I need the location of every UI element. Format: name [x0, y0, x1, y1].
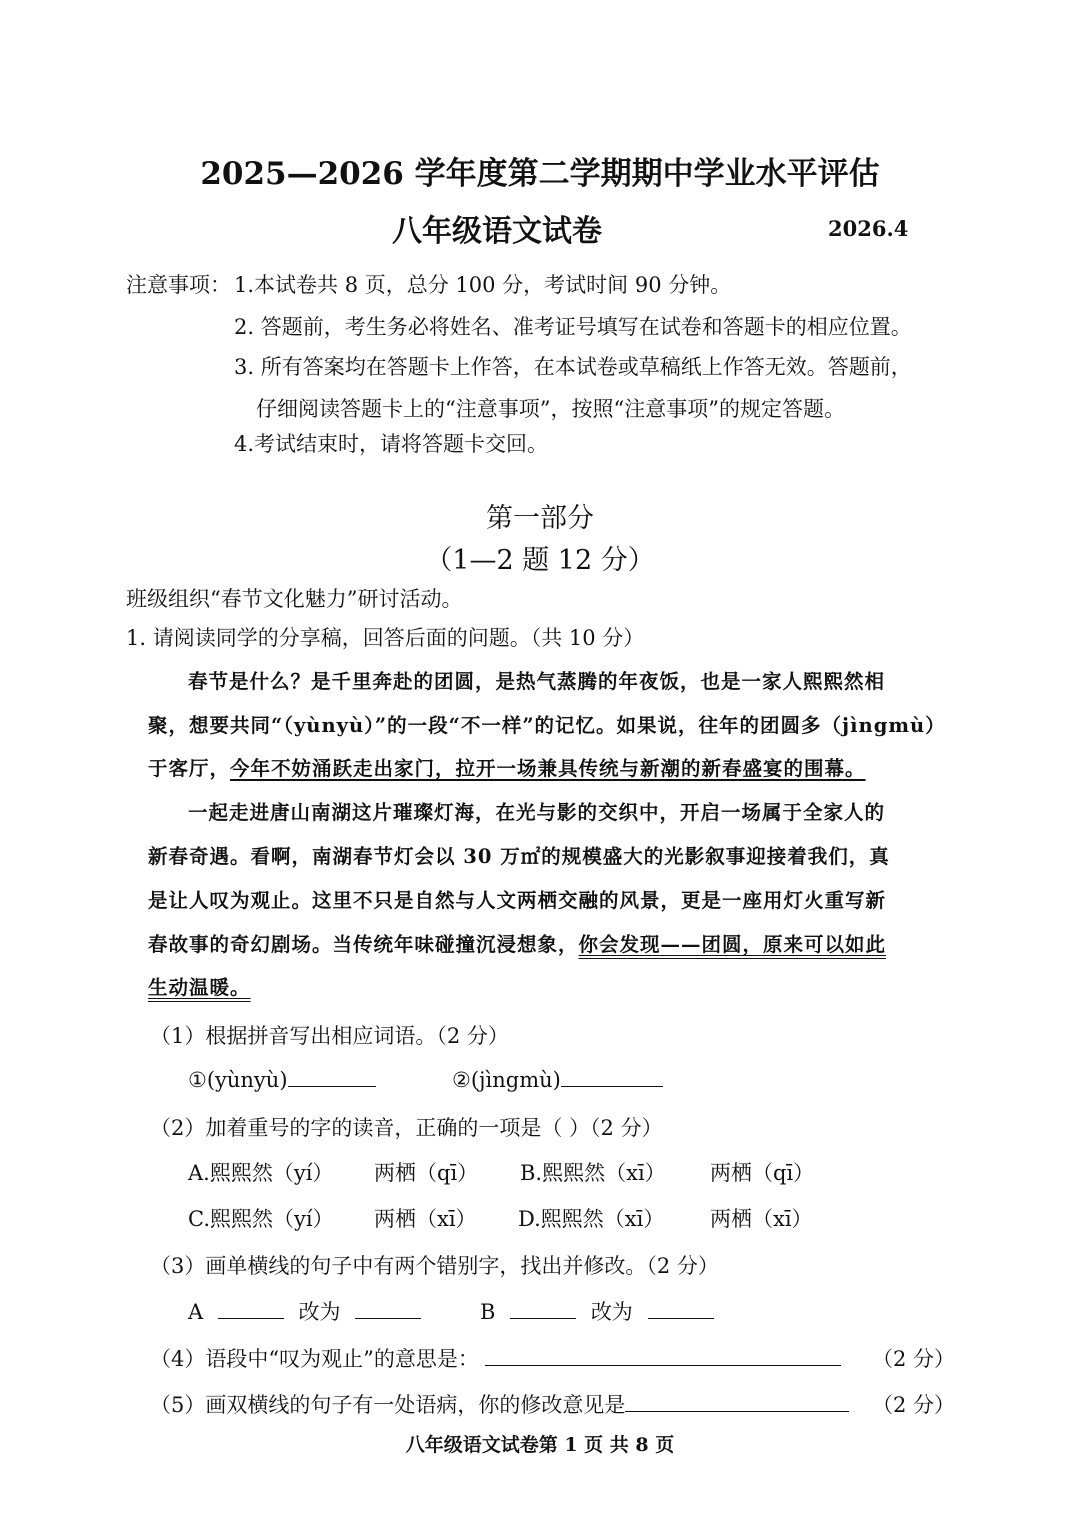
option-word: 熙熙然（yí）: [210, 1207, 334, 1231]
question-text: （4）语段中“叹为观止”的意思是：: [150, 1347, 479, 1371]
section-name: 第一部分: [486, 503, 594, 534]
section-range: （1—2 题 12 分）: [425, 545, 655, 576]
note-item: 仔细阅读答题卡上的“注意事项”，按照“注意事项”的规定答题。: [256, 397, 845, 421]
pinyin-label: ①(yùnyù): [188, 1068, 288, 1092]
answer-blank[interactable]: [625, 1391, 849, 1412]
answer-blank[interactable]: [648, 1298, 714, 1319]
passage-line: 是让人叹为观止。这里不只是自然与人文两栖交融的风景，更是一座用灯火重写新: [148, 889, 887, 912]
question-1-1: （1）根据拼音写出相应词语。（2 分）: [150, 1024, 509, 1048]
notes-label: 注意事项：: [126, 273, 231, 297]
page-footer: 八年级语文试卷第 1 页 共 8 页: [405, 1434, 675, 1456]
option-d-word2: 两栖（xī）: [710, 1207, 813, 1231]
passage-text: 于客厅，: [148, 757, 231, 780]
question-1-prompt: 1. 请阅读同学的分享稿，回答后面的问题。（共 10 分）: [126, 626, 645, 650]
option-word: 熙熙然（yí）: [209, 1161, 334, 1185]
option-b-word2: 两栖（qī）: [710, 1161, 815, 1185]
answer-blank[interactable]: [288, 1066, 376, 1087]
question-score: （2 分）: [872, 1393, 956, 1417]
option-letter: D.: [518, 1207, 541, 1231]
answer-blank[interactable]: [485, 1345, 841, 1366]
passage-line: [148, 929, 886, 957]
pinyin-item-2: [452, 1066, 663, 1092]
option-word: 熙熙然（xī）: [542, 1161, 666, 1185]
double-underlined-sentence: 你会发现——团圆，原来可以如此: [578, 933, 887, 956]
answer-blank[interactable]: [218, 1298, 284, 1319]
option-b: [520, 1157, 666, 1187]
pinyin-item-1: [188, 1066, 376, 1092]
passage-text: 春故事的奇幻剧场。当传统年味碰撞沉浸想象，: [148, 933, 579, 956]
passage-line: [148, 753, 866, 781]
pinyin-label: ②(jìngmù): [452, 1068, 561, 1092]
double-underlined-sentence-end: 生动温暖。: [148, 976, 251, 999]
passage-line: 一起走进唐山南湖这片璀璨灯海，在光与影的交织中，开启一场属于全家人的: [188, 801, 886, 824]
option-word: 熙熙然（xī）: [540, 1207, 665, 1231]
answer-blank[interactable]: [510, 1298, 576, 1319]
exam-subtitle: 八年级语文试卷: [392, 214, 602, 249]
question-1-4: [150, 1343, 841, 1373]
correction-label: A: [188, 1300, 204, 1324]
correction-a: [188, 1296, 421, 1326]
question-1-2: （2）加着重号的字的读音，正确的一项是（ ）（2 分）: [150, 1116, 663, 1140]
correction-label: B: [480, 1300, 496, 1324]
answer-blank[interactable]: [561, 1066, 663, 1087]
note-item: 4.考试结束时，请将答题卡交回。: [234, 432, 549, 456]
option-c-word2: 两栖（xī）: [374, 1207, 477, 1231]
question-text: （5）画双横线的句子有一处语病，你的修改意见是: [150, 1393, 626, 1417]
option-letter: B.: [520, 1161, 543, 1185]
passage-line: 新春奇遇。看啊，南湖春节灯会以 30 万㎡的规模盛大的光影叙事迎接着我们，真: [148, 845, 890, 868]
question-1-3: （3）画单横线的句子中有两个错别字，找出并修改。（2 分）: [150, 1254, 719, 1278]
answer-blank[interactable]: [355, 1298, 421, 1319]
section-intro: 班级组织“春节文化魅力”研讨活动。: [126, 587, 463, 611]
passage-line: 春节是什么？是千里奔赴的团圆，是热气蒸腾的年夜饭，也是一家人熙熙然相: [188, 670, 886, 693]
option-letter: A.: [188, 1161, 210, 1185]
correction-b: [480, 1296, 714, 1326]
option-d: [518, 1203, 664, 1233]
correction-change-label: 改为: [590, 1300, 633, 1324]
note-item: 3. 所有答案均在答题卡上作答，在本试卷或草稿纸上作答无效。答题前，: [234, 355, 912, 379]
option-letter: C.: [188, 1207, 210, 1231]
correction-change-label: 改为: [298, 1300, 341, 1324]
note-item: 2. 答题前，考生务必将姓名、准考证号填写在试卷和答题卡的相应位置。: [234, 315, 912, 339]
single-underlined-sentence: 今年不妨涌跃走出家门，拉开一场兼具传统与新潮的新春盛宴的围幕。: [230, 757, 866, 780]
option-c: [188, 1203, 334, 1233]
exam-title: 2025—2026 学年度第二学期期中学业水平评估: [200, 156, 880, 192]
option-a-word2: 两栖（qī）: [374, 1161, 479, 1185]
passage-line: 聚，想要共同“（yùnyù）”的一段“不一样”的记忆。如果说，往年的团圆多（jìngmù）: [148, 714, 946, 737]
exam-date: 2026.4: [828, 216, 909, 241]
option-a: [188, 1157, 333, 1187]
question-1-5: [150, 1389, 849, 1419]
question-score: （2 分）: [872, 1347, 956, 1371]
note-item: 1.本试卷共 8 页，总分 100 分，考试时间 90 分钟。: [234, 273, 732, 297]
